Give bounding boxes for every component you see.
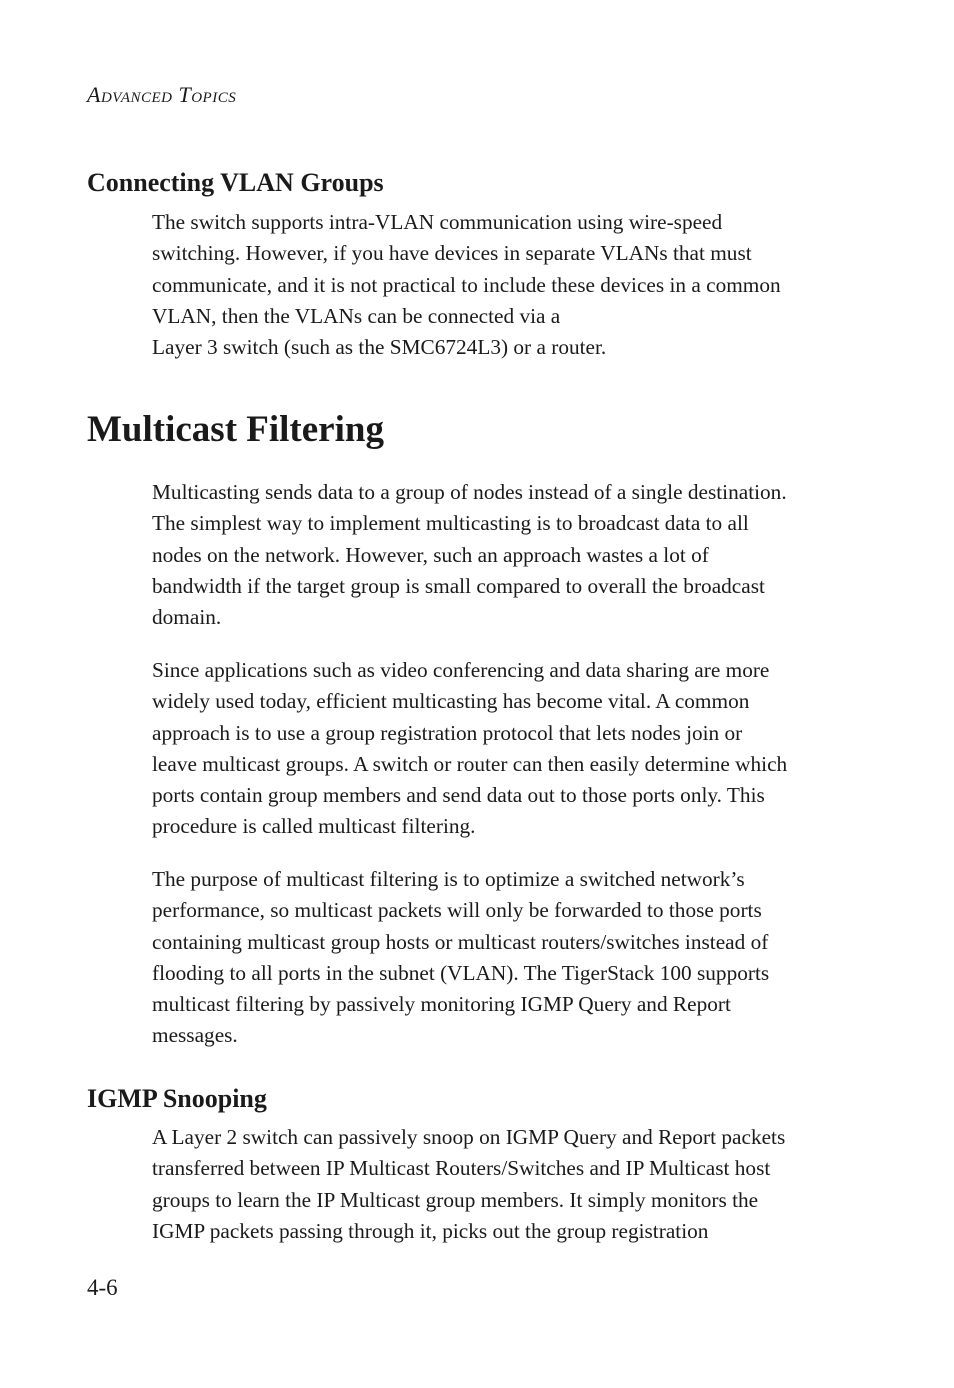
paragraph-multicast-purpose: The purpose of multicast filtering is to optimize a switched network’s performance, so multicast packets will only be forwarded to those ports containing multicast group hosts or multicast routers/switches instead of flooding to all ports in the subnet (VLAN). The TigerStack 100 supports multicast filtering by passively monitoring IGMP Query and Report messages. [152, 867, 770, 1048]
paragraph-multicast-applications: Since applications such as video conferencing and data sharing are more widely used today, efficient multicasting has become vital. A common approach is to use a group registration protocol that lets nodes join or leave multicast groups. A switch or router can then easily determine which ports contain group members and send data out to those ports only. This procedure is called multicast filtering. [152, 658, 788, 839]
paragraph-igmp-snooping: A Layer 2 switch can passively snoop on IGMP Query and Report packets transferred between IP Multicast Routers/Switches and IP Multicast host groups to learn the IP Multicast group members. It simply monitors the IGMP packets passing through it, picks out the group registration [152, 1125, 786, 1243]
section-heading-multicast-filtering: Multicast Filtering [87, 409, 384, 450]
section-heading-connecting-vlan-groups: Connecting VLAN Groups [87, 168, 384, 197]
paragraph-multicast-intro: Multicasting sends data to a group of nodes instead of a single destination. The simplest way to implement multicasting is to broadcast data to all nodes on the network. However, such an approach wastes a lot of bandwidth if the target group is small compared to overall the broadcast domain. [152, 480, 787, 630]
section-heading-igmp-snooping: IGMP Snooping [87, 1084, 267, 1113]
running-header: Advanced Topics [87, 82, 237, 107]
paragraph-connecting-vlan-groups: The switch supports intra-VLAN communication using wire-speed switching. However, if you have devices in separate VLANs that must communicate, and it is not practical to include these devices in a common VLAN, then the VLANs can be connected via a Layer 3 switch (such as the SMC6724L3) or a router. [152, 210, 781, 360]
page-number: 4-6 [87, 1275, 118, 1300]
